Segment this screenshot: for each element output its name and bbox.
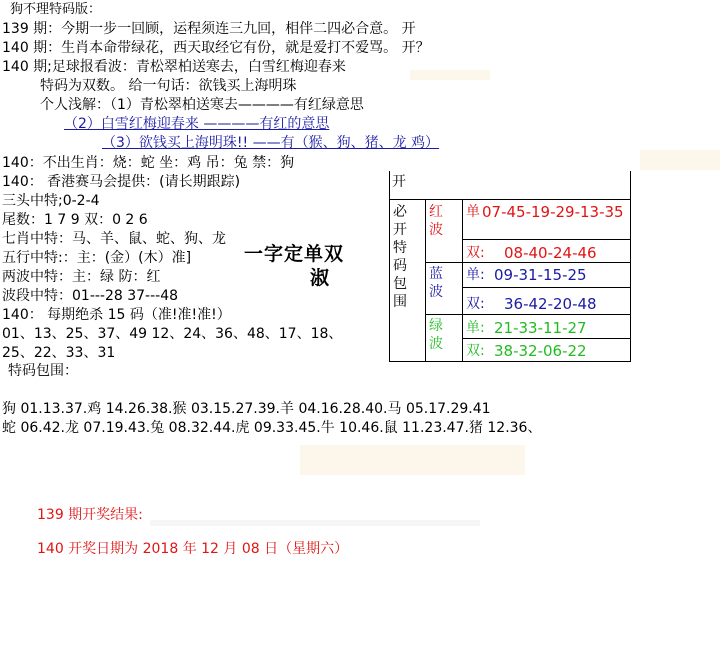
line-jiexi-3: （3）欲钱买上海明珠!! ——有（猴、狗、猪、龙 鸡）	[102, 135, 440, 151]
green-shuang-numbers: 38-32-06-22	[494, 342, 587, 360]
green-wave-label: 绿波	[429, 318, 443, 352]
blue-dan-numbers: 09-31-15-25	[494, 266, 587, 284]
red-dan-numbers: 07-45-19-29-13-35	[482, 203, 624, 221]
green-dan-label: 单:	[466, 320, 485, 336]
blue-dan-label: 单:	[466, 267, 485, 283]
wave-table	[389, 171, 631, 362]
divider	[462, 287, 630, 288]
line-140-riddle: 140 期：生肖本命带绿花，西天取经它有份，就是爱打不爱骂。 开？	[2, 40, 430, 56]
red-dan-label: 单	[466, 204, 480, 220]
divider	[425, 314, 630, 315]
blue-wave-label: 蓝波	[429, 266, 443, 300]
line-hk: 140： 香港赛马会提供：(请长期跟踪)	[2, 174, 241, 190]
table-left-label: 必开特码包围	[393, 204, 407, 310]
line-boduan: 波段中特：01---28 37---48	[2, 288, 179, 304]
divider	[425, 199, 426, 361]
red-shuang-label: 双:	[466, 245, 485, 261]
table-kai: 开	[392, 174, 406, 190]
green-dan-numbers: 21-33-11-27	[494, 319, 587, 337]
line-tema: 特码为双数。 给一句话：欲钱买上海明珠	[40, 78, 297, 94]
banner-line-2: 淑	[310, 267, 331, 289]
faint-band	[640, 150, 720, 170]
zodiac-row-2: 蛇 06.42.龙 07.19.43.兔 08.32.44.虎 09.33.45.牛 10.46.鼠 11.23.47.猪 12.36、	[2, 420, 542, 436]
line-wuxing: 五行中特:：主：(金）(木）准]	[2, 250, 192, 266]
divider	[425, 262, 630, 263]
line-juesha-row1: 01、13、25、37、49 12、24、36、48、17、18、	[2, 326, 343, 342]
zodiac-row-1: 狗 01.13.37.鸡 14.26.38.猴 03.15.27.39.羊 04.16.28.40.马 05.17.29.41	[2, 401, 491, 417]
line-juesha-head: 140： 每期绝杀 15 码（准!准!准!）	[2, 307, 231, 323]
faint-band	[150, 520, 480, 526]
divider	[462, 239, 630, 240]
line-liangbo: 两波中特：主：绿 防：红	[2, 269, 161, 285]
faint-band	[410, 70, 490, 80]
line-qixiao: 七肖中特：马、羊、鼠、蛇、狗、龙	[2, 231, 226, 247]
line-juesha-row2: 25、22、33、31	[2, 345, 116, 361]
line-139: 139 期：今期一步一回顾，运程须连三九回，相伴二四必合意。 开	[2, 21, 416, 37]
red-wave-label: 红波	[429, 204, 443, 238]
divider	[630, 199, 631, 361]
line-santou: 三头中特;0-2-4	[2, 193, 100, 209]
line-jiexi: 个人浅解：（1）青松翠柏送寒去————有红绿意思	[40, 97, 364, 113]
header-title: 狗不理特码版：	[10, 2, 102, 17]
line-buchu: 140：不出生肖：烧：蛇 坐：鸡 吊：兔 禁：狗	[2, 155, 295, 171]
divider	[390, 199, 631, 200]
blue-shuang-label: 双:	[466, 296, 485, 312]
result-139: 139 期开奖结果:	[37, 507, 143, 523]
line-weishu: 尾数：1 7 9 双：0 2 6	[2, 212, 148, 228]
line-baowei: 特码包围：	[8, 363, 78, 379]
blue-shuang-numbers: 36-42-20-48	[504, 295, 597, 313]
faint-band	[300, 445, 525, 475]
divider	[462, 338, 630, 339]
line-140-football: 140 期;足球报看波：青松翠柏送寒去，白雪红梅迎春来	[2, 59, 346, 75]
green-shuang-label: 双:	[466, 343, 485, 359]
divider	[630, 171, 631, 199]
red-shuang-numbers: 08-40-24-46	[504, 244, 597, 262]
banner-line-1: 一字定单双	[244, 243, 345, 265]
divider	[462, 199, 463, 361]
date-140: 140 开奖日期为 2018 年 12 月 08 日（星期六）	[37, 541, 349, 557]
line-jiexi-2: （2）白雪红梅迎春来 ————有红的意思	[64, 116, 330, 132]
